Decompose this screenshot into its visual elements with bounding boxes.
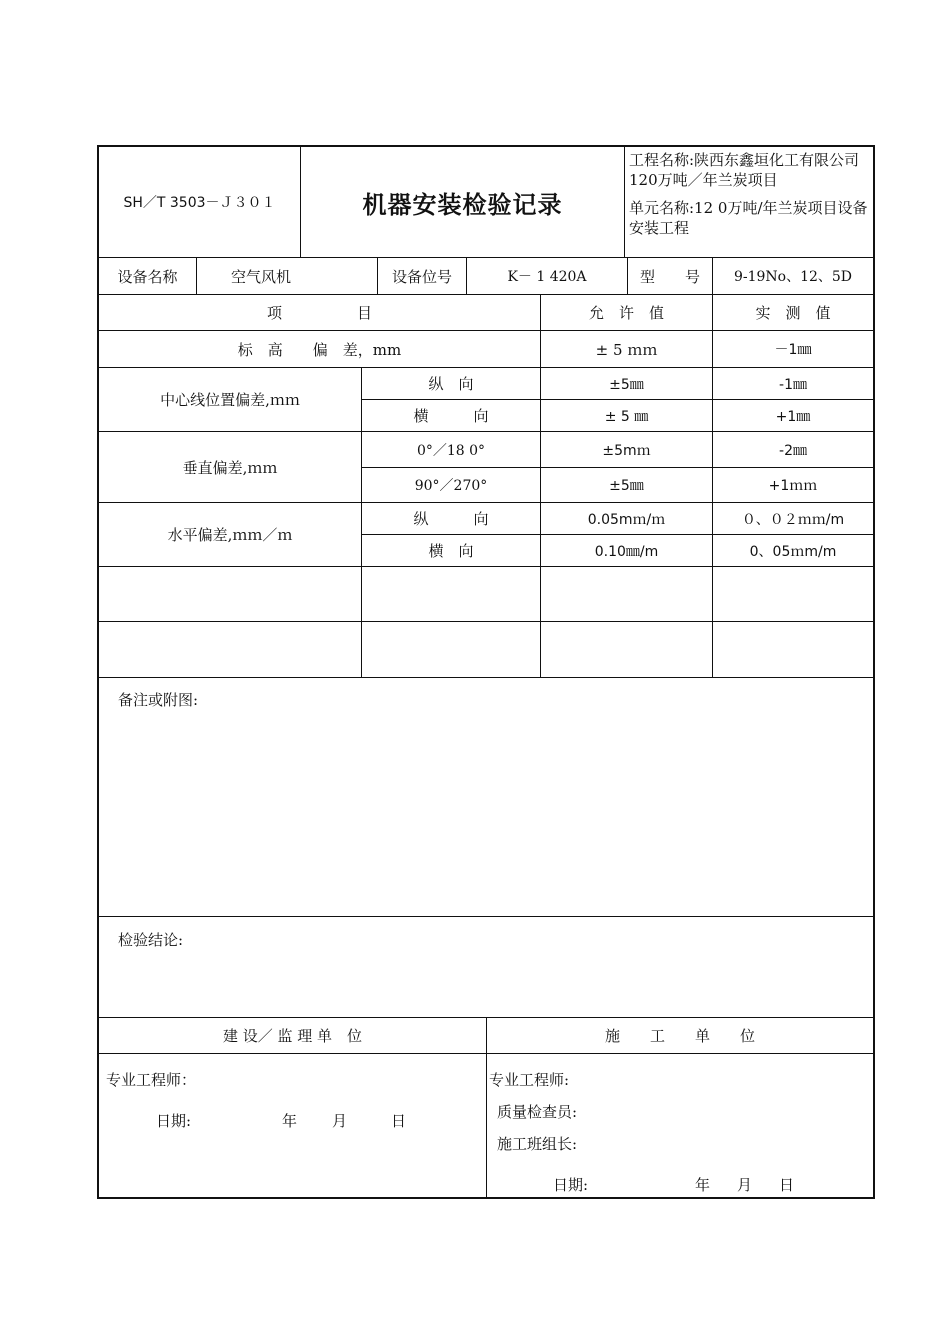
remarks-label: 备注或附图: <box>118 691 199 709</box>
equipment-model-value: 9-19No、12、5D <box>733 269 853 285</box>
table-row-measured: －1㎜ <box>774 342 812 358</box>
table-row-allowed: ±5㎜ <box>609 376 644 393</box>
right-engineer-label: 专业工程师: <box>489 1071 570 1089</box>
table-row-sub: 纵 向 <box>413 510 489 528</box>
equipment-name-label: 设备名称 <box>117 267 178 286</box>
table-row-allowed: ± 5 ㎜ <box>604 408 649 425</box>
conclusion-label: 检验结论: <box>118 931 184 949</box>
table-row-sub: 横 向 <box>428 542 474 560</box>
right-leader-label: 施工班组长: <box>497 1135 578 1153</box>
left-month-label: 月 <box>332 1112 348 1130</box>
table-row-measured: ０、０２ｍｍ/m <box>741 511 845 528</box>
table-row-sub: 90°／270° <box>414 478 488 494</box>
table-row-measured: -2㎜ <box>779 442 807 459</box>
table-row-measured: 0、05ｍm/m <box>749 543 837 560</box>
frame-right <box>873 145 875 1199</box>
table-row-allowed: ±5mｍ <box>602 442 651 459</box>
equipment-name-value: 空气风机 <box>231 267 292 286</box>
table-row-sub: 0°／18 0° <box>416 442 486 459</box>
project-name: 工程名称:陕西东鑫垣化工有限公司120万吨／年兰炭项目 <box>629 151 860 189</box>
project-info <box>629 150 873 254</box>
divider <box>97 677 875 678</box>
table-row-allowed: 0.10㎜/m <box>594 543 659 560</box>
equipment-model-label: 型 号 <box>639 267 700 286</box>
table-row-measured: +1ｍｍ <box>768 478 818 494</box>
table-row-measured: +1㎜ <box>775 408 811 425</box>
table-row-item: 水平偏差,ｍｍ／ｍ <box>167 526 293 544</box>
divider <box>97 566 875 567</box>
column-header-item: 项 目 <box>266 304 372 322</box>
table-row-sub: 纵 向 <box>428 375 474 393</box>
divider <box>97 621 875 622</box>
table-row-allowed: ± 5 ｍｍ <box>595 340 658 359</box>
right-month-label: 月 <box>737 1176 753 1194</box>
equipment-position-label: 设备位号 <box>391 267 452 286</box>
table-row-item: 中心线位置偏差,ｍｍ <box>160 391 300 409</box>
table-row-item: 垂直偏差,ｍｍ <box>182 458 278 477</box>
table-row-item: 标 高 偏 差，mm <box>237 340 402 359</box>
signature-header-contractor: 施 工 单 位 <box>604 1027 755 1045</box>
left-date-label: 日期: <box>156 1112 192 1130</box>
right-inspector-label: 质量检查员: <box>497 1103 578 1121</box>
column-header-measured: 实 测 值 <box>755 304 831 322</box>
right-year-label: 年 <box>695 1176 711 1194</box>
table-row-allowed: ±5㎜ <box>609 478 644 494</box>
left-day-label: 日 <box>391 1112 407 1130</box>
table-row-allowed: 0.05mｍ/ｍ <box>587 511 666 528</box>
right-day-label: 日 <box>779 1176 795 1194</box>
right-date-label: 日期: <box>553 1176 589 1194</box>
divider <box>624 145 625 257</box>
signature-header-owner: 建 设／ 监 理 单 位 <box>222 1027 363 1045</box>
unit-name: 单元名称:12 0万吨/年兰炭项目设备安装工程 <box>629 199 868 237</box>
table-row-measured: -1㎜ <box>779 376 807 393</box>
form-code: SH／T 3503－Ｊ３０１ <box>123 195 276 211</box>
page-title: 机器安装检验记录 <box>362 190 563 219</box>
divider <box>97 916 875 917</box>
table-row-sub: 横 向 <box>413 407 489 425</box>
left-engineer-label: 专业工程师： <box>106 1071 197 1089</box>
column-header-allowed: 允 许 值 <box>588 304 664 322</box>
left-year-label: 年 <box>282 1112 298 1130</box>
equipment-position-value: K－ 1 420A <box>507 269 587 285</box>
